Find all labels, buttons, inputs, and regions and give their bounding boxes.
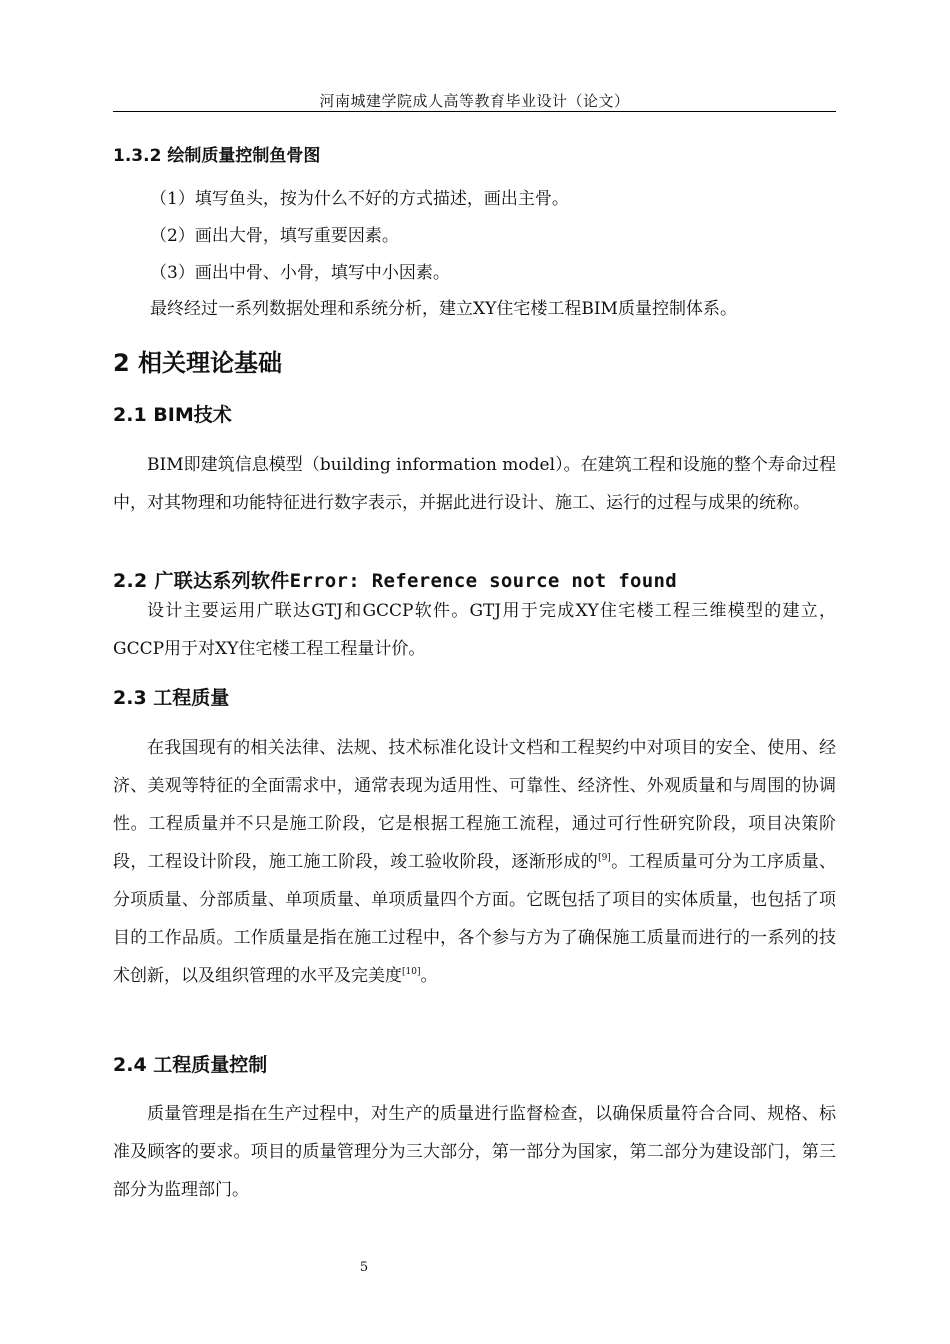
section-heading-2-2 (113, 566, 677, 593)
chapter-heading: 2 相关理论基础 (113, 349, 283, 377)
header-rule (113, 111, 836, 112)
section-heading-2-3: 2.3 工程质量 (113, 687, 230, 709)
reference-error-text: Error: Reference source not found (289, 570, 677, 592)
paragraph: 最终经过一系列数据处理和系统分析，建立XY住宅楼工程BIM质量控制体系。 (150, 299, 737, 319)
list-item: （3）画出中骨、小骨，填写中小因素。 (150, 263, 450, 283)
page-number: 5 (359, 1260, 369, 1275)
paragraph-text: 在我国现有的相关法律、法规、技术标准化设计文档和工程契约中对项目的安全、使用、经济、美观等特征的全面需求中，通常表现为适用性、可靠性、经济性、外观质量和与周围的协调性。工程质量并不只是施工阶段，它是根据工程施工流程，通过可行性研究阶段，项目决策阶段，工程设计阶段，施工施工阶段，竣工验收阶段，逐渐形成的 (113, 738, 836, 872)
section-heading-2-1: 2.1 BIM技术 (113, 404, 232, 426)
paragraph-text: 。 (420, 966, 438, 986)
running-header: 河南城建学院成人高等教育毕业设计（论文） (319, 92, 630, 110)
section-heading-1-3-2: 1.3.2 绘制质量控制鱼骨图 (113, 146, 321, 166)
paragraph: 质量管理是指在生产过程中，对生产的质量进行监督检查，以确保质量符合合同、规格、标准及顾客的要求。项目的质量管理分为三大部分，第一部分为国家，第二部分为建设部门，第三部分为监理部门。 (113, 1104, 836, 1200)
paragraph: 设计主要运用广联达GTJ和GCCP软件。GTJ用于完成XY住宅楼工程三维模型的建立，GCCP用于对XY住宅楼工程工程量计价。 (113, 601, 836, 659)
list-item: （1）填写鱼头，按为什么不好的方式描述，画出主骨。 (150, 189, 569, 209)
citation: [9] (598, 853, 611, 863)
paragraph (113, 729, 836, 995)
section-heading-2-4: 2.4 工程质量控制 (113, 1054, 268, 1076)
paragraph-text: 。工程质量可分为工序质量、分项质量、分部质量、单项质量、单项质量四个方面。它既包括了项目的实体质量，也包括了项目的工作品质。工作质量是指在施工过程中，各个参与方为了确保施工质量而进行的一系列的技术创新，以及组织管理的水平及完美度 (113, 852, 837, 986)
list-item: （2）画出大骨，填写重要因素。 (150, 226, 399, 246)
citation: [10] (402, 967, 421, 977)
section-heading-text: 2.2 广联达系列软件 (113, 570, 290, 592)
paragraph: BIM即建筑信息模型（building information model）。在建筑工程和设施的整个寿命过程中，对其物理和功能特征进行数字表示，并据此进行设计、施工、运行的过程与成果的统称。 (113, 455, 836, 513)
